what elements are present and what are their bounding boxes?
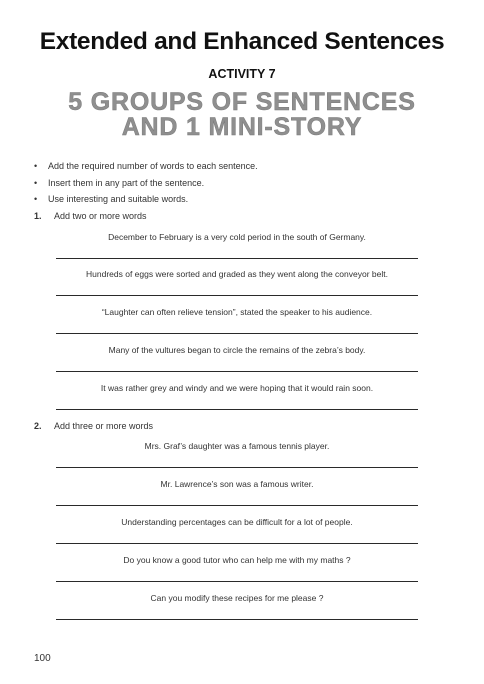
answer-line-2-1[interactable] <box>56 467 418 468</box>
instruction-item: • Add the required number of words to each sentence. <box>34 161 258 171</box>
sentence-1-1: December to February is a very cold period in the south of Germany. <box>108 232 366 242</box>
heading-line-2: AND 1 MINI-STORY <box>121 113 363 141</box>
answer-line-1-4[interactable] <box>56 371 418 372</box>
sentence-2-4: Do you know a good tutor who can help me with my maths ? <box>123 555 351 565</box>
answer-line-2-5[interactable] <box>56 619 418 620</box>
sentence-1-4: Many of the vultures began to circle the remains of the zebra’s body. <box>108 345 366 355</box>
bullet-icon: • <box>34 177 38 188</box>
answer-line-2-4[interactable] <box>56 581 418 582</box>
answer-line-1-5[interactable] <box>56 409 418 410</box>
heading-line-1: 5 GROUPS OF SENTENCES <box>68 88 416 116</box>
page-number: 100 <box>34 653 51 664</box>
section-2-heading <box>34 421 153 431</box>
page-title: Extended and Enhanced Sentences <box>39 28 445 55</box>
answer-line-1-3[interactable] <box>56 333 418 334</box>
answer-line-1-1[interactable] <box>56 258 418 259</box>
section-instruction: Add three or more words <box>54 421 154 431</box>
activity-heading <box>0 90 484 140</box>
bullet-icon: • <box>34 194 38 204</box>
section-1-heading <box>34 211 147 221</box>
instructions-list <box>34 160 258 210</box>
instruction-item: • Use interesting and suitable words. <box>34 194 189 204</box>
instruction-item: • Insert them in any part of the sentence. <box>34 177 205 188</box>
section-number: 1. <box>34 211 42 221</box>
sentence-1-5: It was rather grey and windy and we were hoping that it would rain soon. <box>100 383 374 393</box>
answer-line-2-3[interactable] <box>56 543 418 544</box>
sentence-2-2: Mr. Lawrence’s son was a famous writer. <box>160 479 314 489</box>
section-number: 2. <box>34 421 42 431</box>
bullet-icon: • <box>34 161 38 171</box>
section-instruction: Add two or more words <box>54 211 147 221</box>
sentence-2-1: Mrs. Graf’s daughter was a famous tennis player. <box>144 441 330 451</box>
sentence-2-5: Can you modify these recipes for me please ? <box>150 593 324 603</box>
activity-label: ACTIVITY 7 <box>208 67 276 81</box>
sentence-1-2: Hundreds of eggs were sorted and graded as they went along the conveyor belt. <box>86 269 388 279</box>
sentence-1-3: “Laughter can often relieve tension”, stated the speaker to his audience. <box>101 307 373 317</box>
answer-line-1-2[interactable] <box>56 295 418 296</box>
answer-line-2-2[interactable] <box>56 505 418 506</box>
sentence-2-3: Understanding percentages can be difficult for a lot of people. <box>121 517 353 527</box>
